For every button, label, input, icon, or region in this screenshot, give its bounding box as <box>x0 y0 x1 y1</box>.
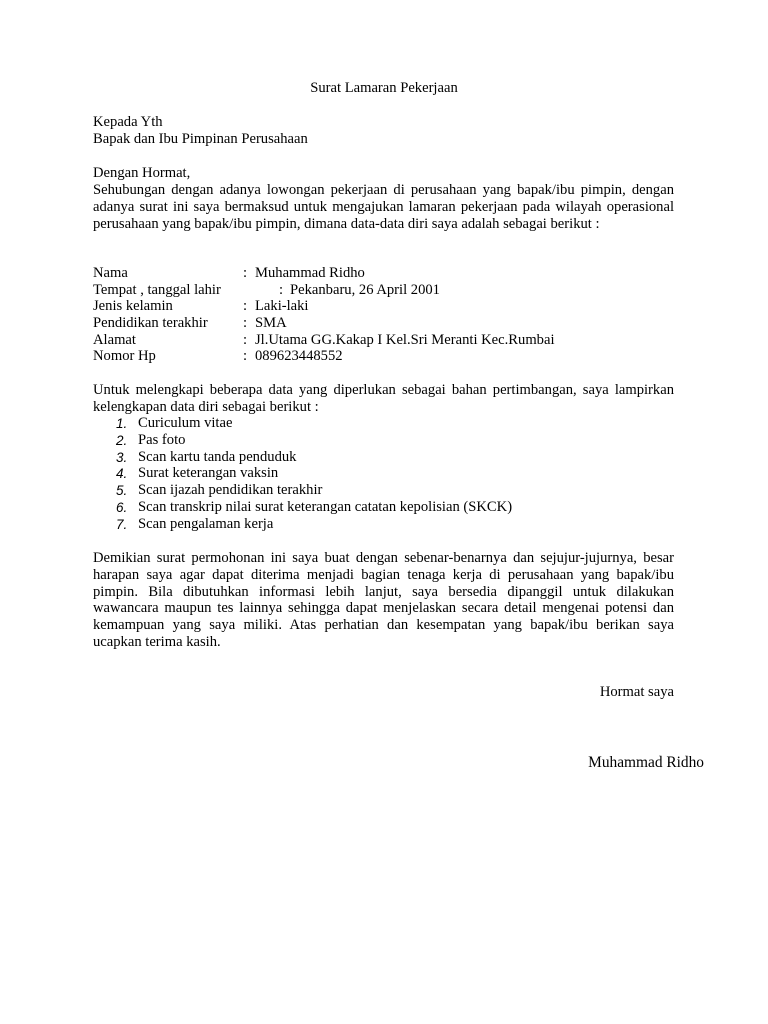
list-number: 1. <box>116 416 128 431</box>
data-separator: : <box>243 348 248 364</box>
list-text: Scan transkrip nilai surat keterangan catatan kepolisian (SKCK) <box>138 499 513 515</box>
list-number: 2. <box>116 433 128 448</box>
data-label: Tempat , tanggal lahir <box>93 282 221 298</box>
list-text: Surat keterangan vaksin <box>138 465 279 481</box>
list-number: 5. <box>116 483 128 498</box>
data-row-alamat <box>93 332 693 349</box>
data-value: SMA <box>255 315 287 331</box>
data-value: 089623448552 <box>255 348 343 364</box>
signature-name: Muhammad Ridho <box>588 754 704 771</box>
list-text: Pas foto <box>138 432 186 448</box>
intro-paragraph: Sehubungan dengan adanya lowongan pekerjaan di perusahaan yang bapak/ibu pimpin, dengan adanya surat ini saya bermaksud untuk mengajukan lamaran pekerjaan pada wilayah operasional perusahaan yang bapak/ibu pimpin, dimana data-data diri saya adalah sebagai berikut : <box>93 182 674 232</box>
data-label: Nama <box>93 265 128 281</box>
closing-paragraph: Demikian surat permohonan ini saya buat dengan sebenar-benarnya dan sejujur-jujurnya, besar harapan saya agar dapat diterima menjadi bagian tenaga kerja di perusahaan yang bapak/ibu pimpin. Bila dibutuhkan informasi lebih lanjut, saya bersedia dipanggil untuk dilakukan wawancara maupun tes lainnya sehingga dapat menjelaskan secara detail mengenai potensi dan kemampuan yang saya miliki. Atas perhatian dan kesempatan yang bapak/ibu berikan saya ucapkan terima kasih. <box>93 550 674 650</box>
list-number: 7. <box>116 517 128 532</box>
list-text: Scan pengalaman kerja <box>138 516 274 532</box>
attachments-intro: Untuk melengkapi beberapa data yang diperlukan sebagai bahan pertimbangan, saya lampirkan kelengkapan data diri sebagai berikut : <box>93 382 674 415</box>
data-label: Pendidikan terakhir <box>93 315 208 331</box>
data-value: Pekanbaru, 26 April 2001 <box>290 282 440 298</box>
sign-off: Hormat saya <box>599 684 674 700</box>
data-separator: : <box>243 298 248 314</box>
data-row-nomor-hp <box>93 348 693 365</box>
data-separator: : <box>243 315 248 331</box>
list-text: Curiculum vitae <box>138 415 233 431</box>
data-label: Jenis kelamin <box>93 298 173 314</box>
recipient-line-2: Bapak dan Ibu Pimpinan Perusahaan <box>93 131 308 147</box>
data-separator: : <box>243 265 248 281</box>
data-label: Nomor Hp <box>93 348 156 364</box>
list-text: Scan ijazah pendidikan terakhir <box>138 482 323 498</box>
list-text: Scan kartu tanda penduduk <box>138 449 297 465</box>
list-number: 3. <box>116 450 128 465</box>
data-label: Alamat <box>93 332 136 348</box>
data-row-nama <box>93 265 693 282</box>
greeting: Dengan Hormat, <box>93 165 191 181</box>
data-value: Laki-laki <box>255 298 309 314</box>
data-row-pendidikan <box>93 315 693 332</box>
recipient-line-1: Kepada Yth <box>93 114 163 130</box>
list-number: 4. <box>116 466 128 481</box>
data-row-tempat-tanggal-lahir <box>93 282 693 299</box>
data-value: Muhammad Ridho <box>255 265 365 281</box>
data-row-jenis-kelamin <box>93 298 693 315</box>
list-number: 6. <box>116 500 128 515</box>
data-separator: : <box>279 282 284 298</box>
letter-title: Surat Lamaran Pekerjaan <box>310 80 458 96</box>
data-value: Jl.Utama GG.Kakap I Kel.Sri Meranti Kec.Rumbai <box>255 332 555 348</box>
data-separator: : <box>243 332 248 348</box>
